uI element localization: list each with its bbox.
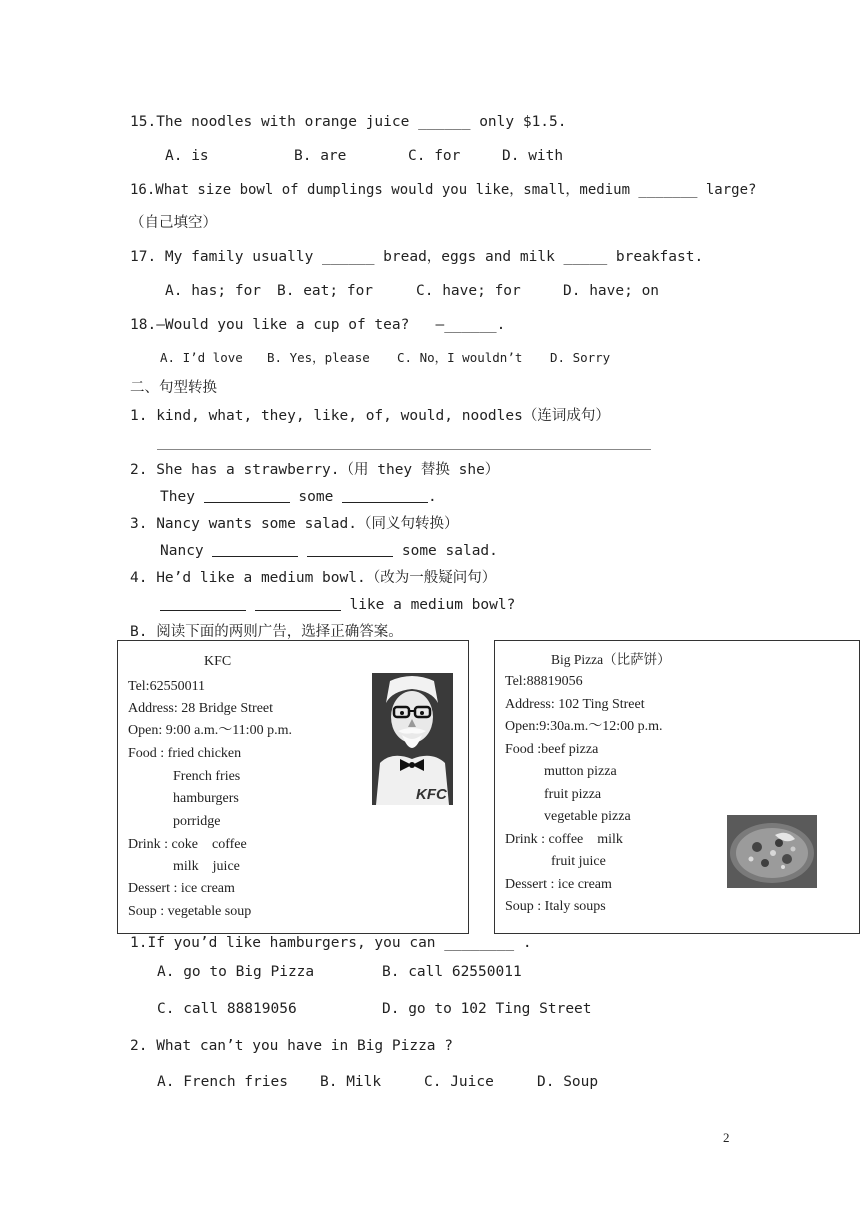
kfc-drink-item: milk juice [173, 859, 240, 874]
pizza-drink: Drink : coffee milk [505, 832, 623, 847]
answer-blank[interactable] [307, 542, 393, 557]
pizza-drink-item: fruit juice [551, 854, 606, 869]
kfc-logo-text: KFC [416, 786, 447, 803]
section-title: 二、句型转换 [130, 380, 217, 396]
kfc-soup: Soup : vegetable soup [128, 904, 252, 919]
option-a: A. go to Big Pizza [157, 964, 315, 980]
rewrite-answer-3: Nancy some salad. [160, 543, 498, 559]
kfc-dessert: Dessert : ice cream [128, 881, 235, 896]
kfc-food: Food : fried chicken [128, 746, 242, 761]
reading-question-1: 1.If you’d like hamburgers, you can ________ . [130, 935, 532, 951]
kfc-food-item: porridge [173, 814, 221, 829]
section-b-title: B. 阅读下面的两则广告，选择正确答案。 [130, 624, 403, 640]
pizza-food: Food :beef pizza [505, 742, 599, 757]
pizza-image-icon [727, 815, 817, 888]
kfc-food-item: French fries [173, 769, 241, 784]
kfc-drink: Drink : coke coffee [128, 837, 247, 852]
option-d: D. Soup [537, 1074, 599, 1090]
answer-blank[interactable] [212, 542, 298, 557]
option-c: C. Juice [424, 1074, 494, 1090]
kfc-open: Open: 9:00 a.m.～11:00 p.m. [128, 723, 292, 738]
option-c: C. call 88819056 [157, 1001, 297, 1017]
pizza-food-item: vegetable pizza [544, 809, 631, 824]
question-18: 18.—Would you like a cup of tea? —______. [130, 317, 506, 333]
rewrite-item-1: 1. kind, what, they, like, of, would, noodles（连词成句） [130, 408, 610, 424]
kfc-logo-icon [372, 673, 453, 805]
kfc-food-item: hamburgers [173, 791, 239, 806]
option-b: B. call 62550011 [382, 964, 522, 980]
option-b: B. are [294, 148, 347, 164]
option-d: D. with [502, 148, 564, 164]
answer-line [157, 449, 651, 450]
option-a: A. I’d love [160, 350, 243, 365]
rewrite-item-4: 4. He’d like a medium bowl.（改为一般疑问句） [130, 570, 497, 586]
answer-blank[interactable] [342, 488, 428, 503]
pizza-food-item: fruit pizza [544, 787, 602, 802]
option-d: D. Sorry [550, 350, 611, 365]
pizza-open: Open:9:30a.m.～12:00 p.m. [505, 719, 663, 734]
option-a: A. has; for [165, 283, 262, 299]
pizza-address: Address: 102 Ting Street [505, 697, 645, 712]
rewrite-item-3: 3. Nancy wants some salad.（同义句转换） [130, 516, 459, 532]
kfc-tel: Tel:62550011 [128, 679, 206, 694]
pizza-dessert: Dessert : ice cream [505, 877, 612, 892]
question-15: 15.The noodles with orange juice ______ only $1.5. [130, 114, 567, 130]
answer-blank[interactable] [204, 488, 290, 503]
rewrite-answer-4: like a medium bowl? [160, 596, 515, 614]
rewrite-answer-2: They some . [160, 489, 437, 505]
answer-blank[interactable] [160, 596, 246, 611]
question-16-note: （自己填空） [130, 215, 217, 231]
pizza-soup: Soup : Italy soups [505, 899, 606, 914]
option-b: B. Yes，please [267, 350, 370, 365]
page-number: 2 [723, 1130, 730, 1145]
option-b: B. Milk [320, 1074, 382, 1090]
pizza-title: Big Pizza（比萨饼） [551, 652, 671, 667]
question-17: 17. My family usually ______ bread，eggs and milk _____ breakfast. [130, 249, 704, 265]
question-16: 16.What size bowl of dumplings would you like，small，medium _______ large? [130, 182, 757, 198]
option-a: A. French fries [157, 1074, 288, 1090]
pizza-tel: Tel:88819056 [505, 674, 583, 689]
pizza-food-item: mutton pizza [544, 764, 617, 779]
reading-question-2: 2. What can’t you have in Big Pizza ? [130, 1038, 454, 1054]
option-c: C. for [408, 148, 461, 164]
option-a: A. is [165, 148, 209, 164]
option-c: C. have; for [416, 283, 521, 299]
rewrite-item-2: 2. She has a strawberry.（用 they 替换 she） [130, 462, 500, 478]
option-b: B. eat; for [277, 283, 374, 299]
kfc-address: Address: 28 Bridge Street [128, 701, 274, 716]
option-d: D. go to 102 Ting Street [382, 1001, 592, 1017]
kfc-title: KFC [204, 654, 232, 669]
option-d: D. have; on [563, 283, 660, 299]
answer-blank[interactable] [255, 596, 341, 611]
option-c: C. No，I wouldn’t [397, 350, 523, 365]
